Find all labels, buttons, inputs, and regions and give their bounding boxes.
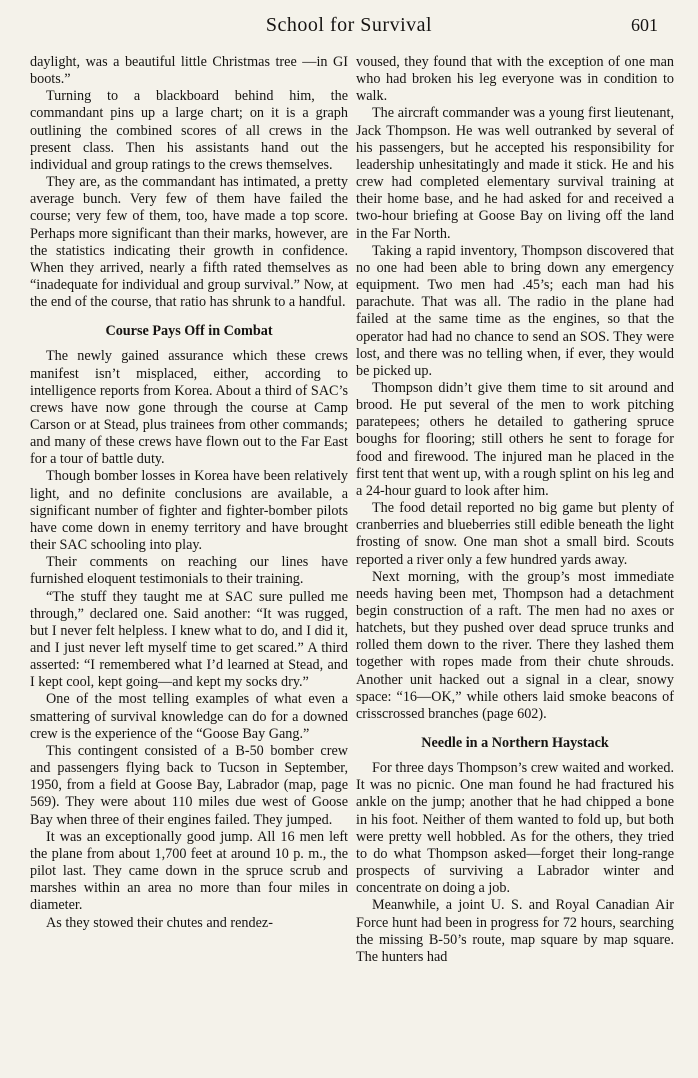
section-heading-combat: Course Pays Off in Combat (105, 323, 273, 340)
running-header (0, 14, 698, 40)
running-title: School for Survival (265, 14, 433, 36)
paragraph: As they stowed their chutes and rendez- (46, 914, 273, 931)
paragraph: Though bomber losses in Korea have been relatively light, and no definite conclusions are available, a significant number of fighter and fighter-bomber pilots have come down in enemy territory and have brought their SAC schooling into play. (30, 468, 348, 554)
paragraph: daylight, was a beautiful little Christmas tree —in GI boots.” (30, 54, 348, 88)
paragraph: Their comments on reaching our lines have furnished eloquent testimonials to their training. (30, 554, 348, 588)
paragraph: For three days Thompson’s crew waited and worked. It was no picnic. One man found he had fractured his ankle on the jump; another that he had chipped a bone in his foot. Neither of them wanted to fold up, but both were pretty well hobbled. As for the others, they tried to do what Thompson asked—forget their long-range prospects of surviving a Labrador winter and concentrate on doing a job. (356, 760, 674, 897)
right-column (356, 54, 674, 966)
page-number: 601 (631, 15, 658, 35)
left-column (30, 54, 348, 932)
paragraph: It was an exceptionally good jump. All 16 men left the plane from about 1,700 feet at around 10 p. m., the pilot last. They came down in the spruce scrub and marshes within an area no more than four miles in diameter. (30, 828, 348, 914)
paragraph: Thompson didn’t give them time to sit around and brood. He put several of the men to work pitching paratepees; others he detailed to gathering spruce boughs for flooring; still others he sent to forage for food and firewood. The injured man he placed in the first tent that went up, with a rough splint on his leg and a 24-hour guard to look after him. (356, 379, 674, 499)
paragraph: Taking a rapid inventory, Thompson discovered that no one had been able to bring down any emergency equipment. Two men had .45’s; each man had his parachute. That was all. The radio in the plane had failed at the same time as the engines, so that the operator had had no chance to send an SOS. They were lost, and there was no telling when, if ever, they would be picked up. (356, 242, 674, 379)
paragraph: One of the most telling examples of what even a smattering of survival knowledge can do for a downed crew is the experience of the “Goose Bay Gang.” (30, 691, 348, 742)
paragraph: “The stuff they taught me at SAC sure pulled me through,” declared one. Said another: “It was rugged, but I never felt helpless. I knew what to do, and I did it, and I just never left myself time to get scared.” A third asserted: “I remembered what I’d learned at Stead, and I kept cool, kept going—and kept my socks dry.” (30, 588, 348, 691)
paragraph: Turning to a blackboard behind him, the commandant pins up a large chart; on it is a graph outlining the combined scores of all crews in the present class. Then his assistants hand out the individual and group ratings to the crews themselves. (30, 88, 348, 173)
section-heading-haystack: Needle in a Northern Haystack (421, 735, 609, 752)
paragraph: The newly gained assurance which these crews manifest isn’t misplaced, either, according to intelligence reports from Korea. About a third of SAC’s crews have now gone through the course at Camp Carson or at Stead, plus trainees from other commands; and many of these crews have flown out to the Far East for a tour of battle duty. (30, 348, 348, 468)
paragraph: They are, as the commandant has intimated, a pretty average bunch. Very few of them have failed the course; very few of them, too, have made a top score. Perhaps more significant than their marks, however, are the statistics indicating their growth in confidence. When they arrived, nearly a fifth rated themselves as “inadequate for individual and group survival.” Now, at the end of the course, that ratio has shrunk to a handful. (30, 174, 348, 311)
paragraph: The food detail reported no big game but plenty of cranberries and blueberries still edible beneath the light frosting of snow. One man shot a small bird. Scouts reported a river only a few hundred yards away. (356, 500, 674, 568)
paragraph: Meanwhile, a joint U. S. and Royal Canadian Air Force hunt had been in progress for 72 hours, searching the missing B-50’s route, map square by map square. The hunters had (356, 897, 674, 965)
paragraph: The aircraft commander was a young first lieutenant, Jack Thompson. He was well outranked by several of his passengers, but he accepted his responsibility for leadership unhesitatingly and made it stick. He and his crew had completed elementary survival training at their home base, and he had asked for and received a two-hour briefing at Goose Bay on living off the land in the Far North. (356, 105, 674, 242)
paragraph: Next morning, with the group’s most immediate needs having been met, Thompson had a detachment begin construction of a raft. The men had no axes or hatchets, but they pushed over dead spruce trunks and rolled them down to the river. There they lashed them together with ropes made from their chute shrouds. Another unit hacked out a signal in a clear, snowy space: “16—OK,” while others laid smoke beacons of crisscrossed branches (page 602). (356, 568, 674, 722)
paragraph: This contingent consisted of a B-50 bomber crew and passengers flying back to Tucson in September, 1950, from a field at Goose Bay, Labrador (map, page 569). They were about 110 miles due west of Goose Bay when three of their engines failed. They jumped. (30, 742, 348, 828)
paragraph: voused, they found that with the exception of one man who had broken his leg everyone was in condition to walk. (356, 54, 674, 105)
